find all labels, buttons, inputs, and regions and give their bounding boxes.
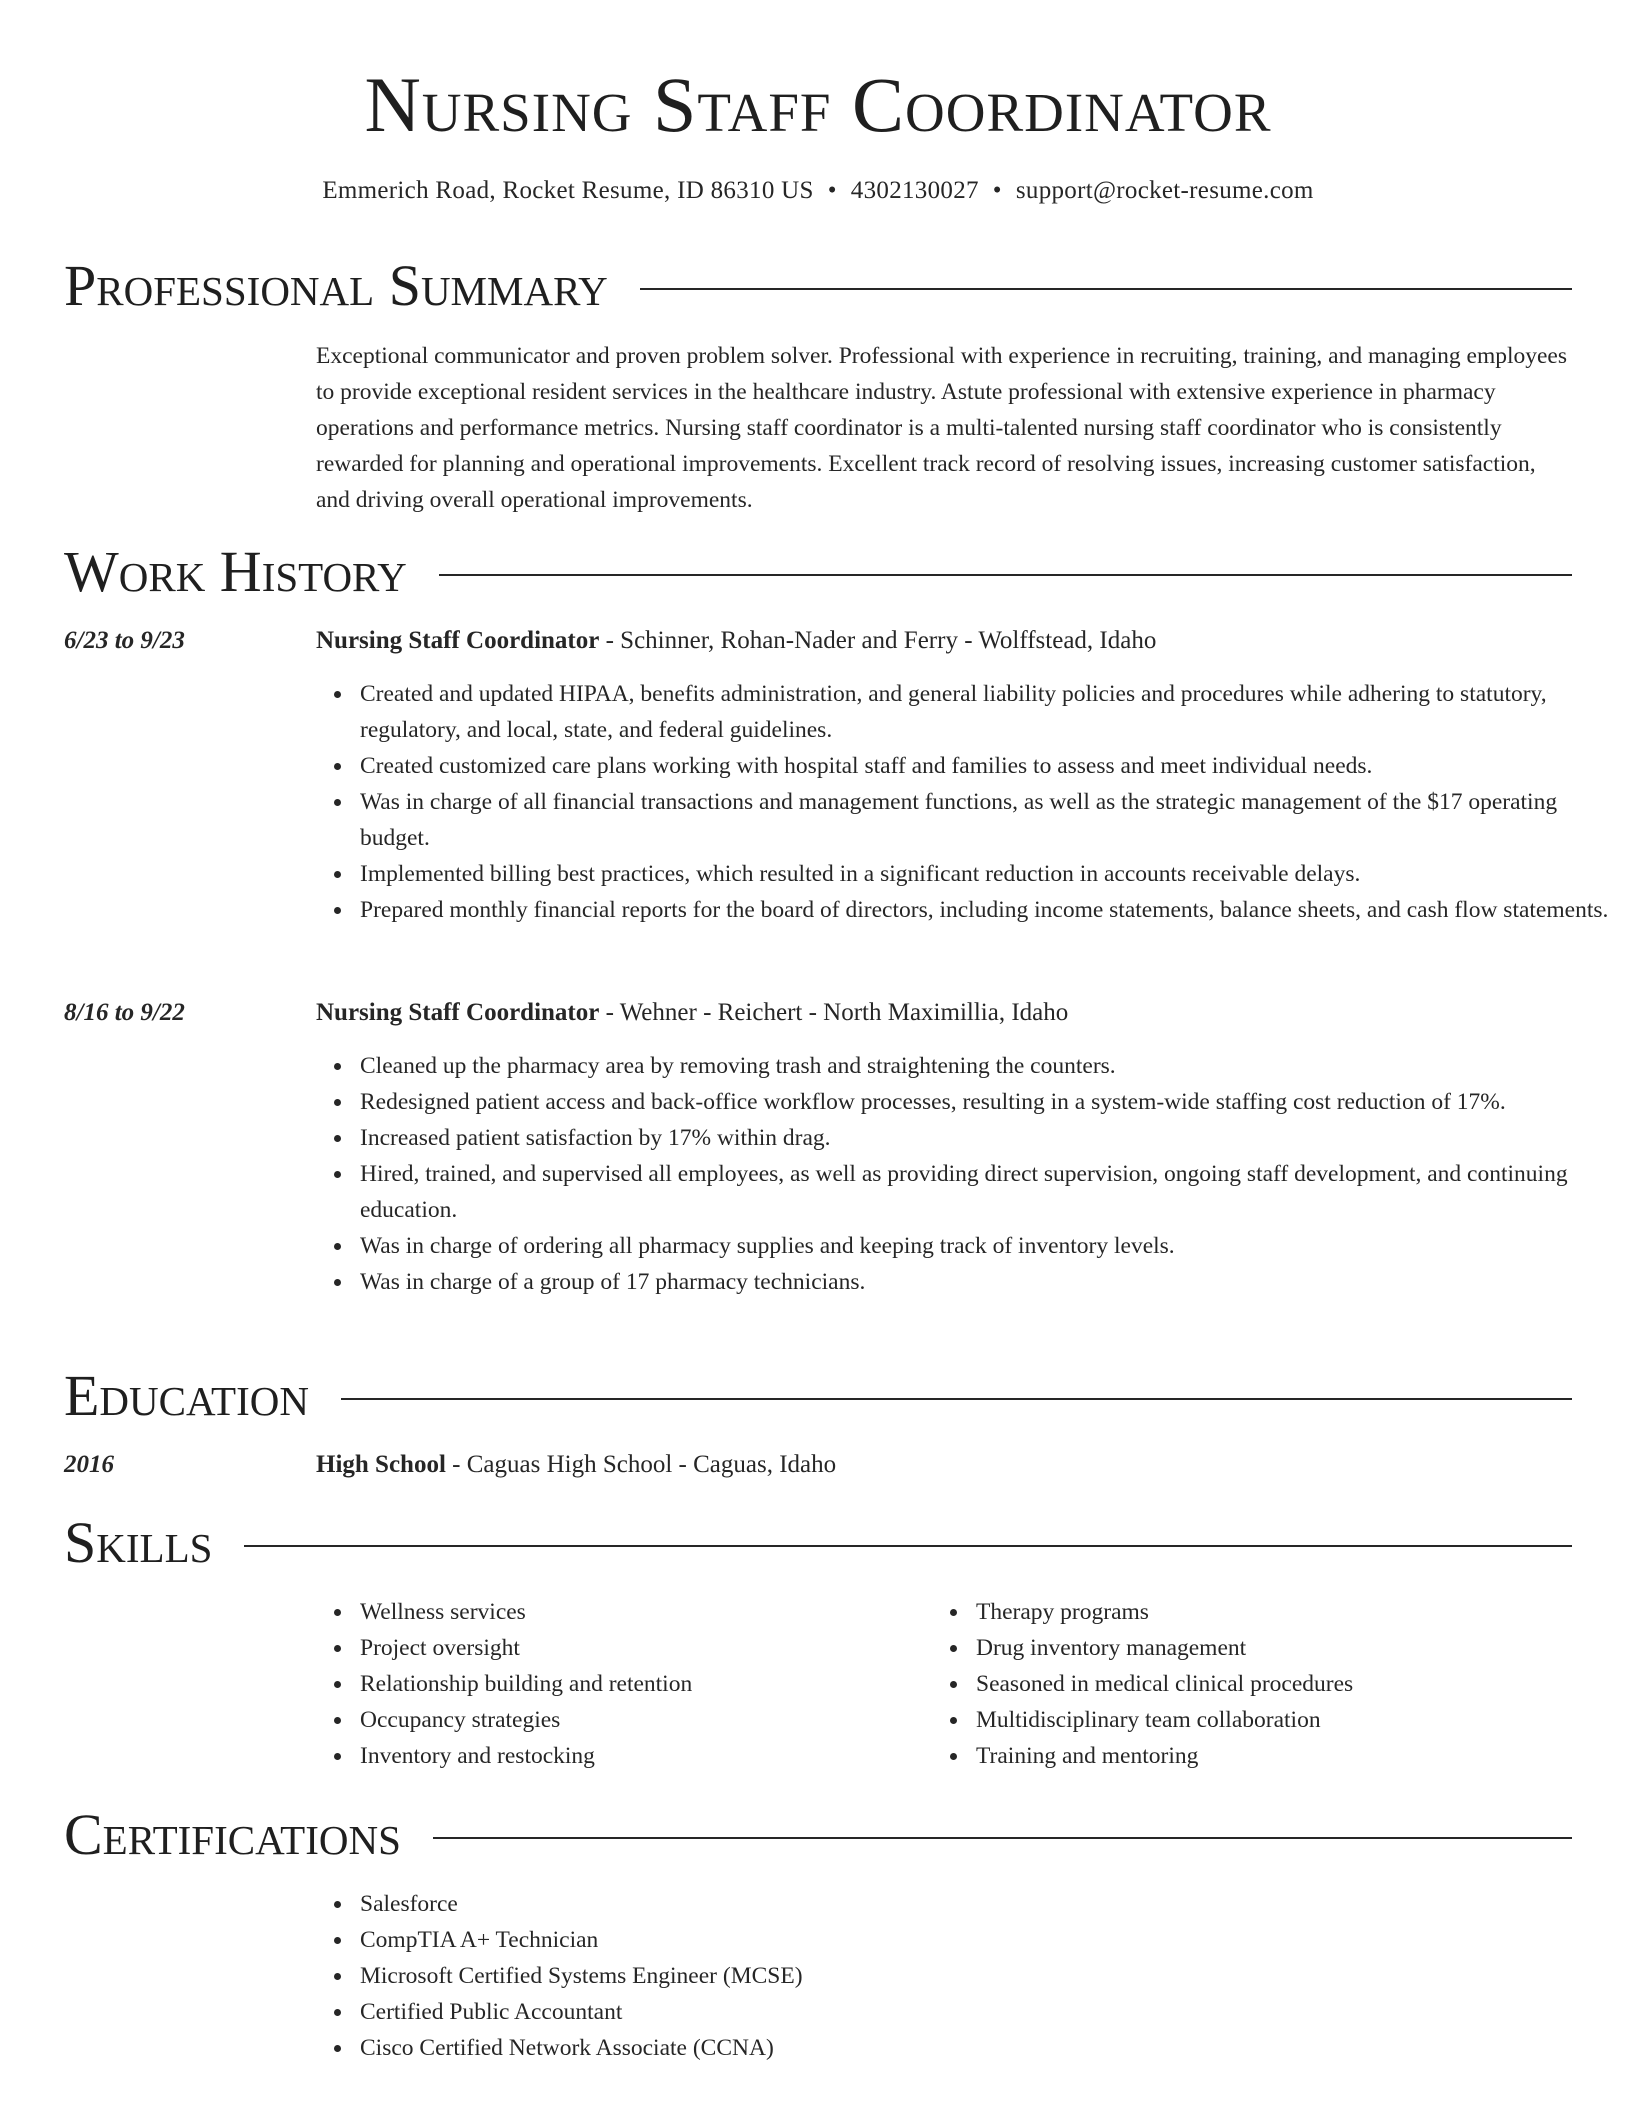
list-item: Was in charge of all financial transactions and management functions, as well as the strategic management of the $17 operating budget. — [360, 784, 1616, 856]
job-dates: 6/23 to 9/23 — [64, 627, 185, 654]
list-item: Redesigned patient access and back-office workflow processes, resulting in a system-wide staffing cost reduction of 17%. — [360, 1084, 1616, 1120]
education-details: - Caguas High School - Caguas, Idaho — [445, 1451, 837, 1478]
summary-text: Exceptional communicator and proven problem solver. Professional with experience in recruiting, training, and managing employees to provide exceptional resident services in the healthcare industry. Astute professional with extensive experience in pharmacy operations and performance metrics. Nursing staff coordinator is a multi-talented nursing staff coordinator who is consistently rewarded for planning and operational improvements. Excellent track record of resolving issues, increasing customer satisfaction, and driving overall operational improvements. — [316, 343, 1568, 513]
certification-item: Salesforce — [360, 1886, 1616, 1922]
job-role: Nursing Staff Coordinator — [316, 999, 600, 1026]
education-degree: High School — [316, 1451, 446, 1478]
job-bullets — [316, 676, 1616, 928]
contact-email: support@rocket-resume.com — [1015, 177, 1314, 204]
skill-item: Seasoned in medical clinical procedures — [976, 1666, 1616, 1702]
job-details: - Wehner - Reichert - North Maximillia, Idaho — [599, 999, 1069, 1026]
section-divider — [433, 1837, 1572, 1839]
section-divider — [244, 1545, 1572, 1547]
section-divider — [439, 574, 1572, 576]
skill-item: Inventory and restocking — [360, 1738, 972, 1774]
contact-line — [64, 174, 1572, 208]
contact-separator: • — [992, 177, 1002, 204]
education-line — [316, 1448, 836, 1482]
contact-separator: • — [827, 177, 837, 204]
list-item: Was in charge of ordering all pharmacy supplies and keeping track of inventory levels. — [360, 1228, 1616, 1264]
job-bullets — [316, 1048, 1616, 1300]
skills-list-left — [316, 1594, 972, 1774]
list-item: Created customized care plans working with hospital staff and families to assess and meet individual needs. — [360, 748, 1616, 784]
skill-item: Training and mentoring — [976, 1738, 1616, 1774]
job-details: - Schinner, Rohan-Nader and Ferry - Wolffstead, Idaho — [599, 627, 1157, 654]
section-title: Work History — [64, 539, 407, 604]
section-divider — [341, 1398, 1572, 1400]
list-item: Prepared monthly financial reports for the board of directors, including income statements, balance sheets, and cash flow statements. — [360, 892, 1616, 928]
skill-item: Occupancy strategies — [360, 1702, 972, 1738]
job-title-line — [316, 624, 1156, 658]
certification-item: Microsoft Certified Systems Engineer (MCSE) — [360, 1958, 1616, 1994]
section-certifications-heading — [64, 1803, 1572, 1867]
skill-item: Drug inventory management — [976, 1630, 1616, 1666]
certification-item: Cisco Certified Network Associate (CCNA) — [360, 2030, 1616, 2066]
section-title: Education — [64, 1363, 309, 1428]
skill-item: Relationship building and retention — [360, 1666, 972, 1702]
job-dates: 8/16 to 9/22 — [64, 999, 185, 1026]
section-title: Professional Summary — [64, 253, 608, 318]
list-item: Hired, trained, and supervised all employees, as well as providing direct supervision, ongoing staff development, and continuing education. — [360, 1156, 1616, 1228]
section-summary-heading — [64, 254, 1572, 318]
job-title-line — [316, 996, 1068, 1030]
education-year: 2016 — [64, 1451, 114, 1478]
list-item: Was in charge of a group of 17 pharmacy technicians. — [360, 1264, 1616, 1300]
list-item: Created and updated HIPAA, benefits administration, and general liability policies and procedures while adhering to statutory, regulatory, and local, state, and federal guidelines. — [360, 676, 1616, 748]
resume-name-title: Nursing Staff Coordinator — [364, 61, 1272, 148]
list-item: Implemented billing best practices, which resulted in a significant reduction in accounts receivable delays. — [360, 856, 1616, 892]
skill-item: Project oversight — [360, 1630, 972, 1666]
list-item: Cleaned up the pharmacy area by removing trash and straightening the counters. — [360, 1048, 1616, 1084]
section-skills-heading — [64, 1511, 1572, 1575]
skill-item: Wellness services — [360, 1594, 972, 1630]
certifications-list — [316, 1886, 1616, 2066]
skill-item: Therapy programs — [976, 1594, 1616, 1630]
section-title: Certifications — [64, 1802, 401, 1867]
certification-item: CompTIA A+ Technician — [360, 1922, 1616, 1958]
skill-item: Multidisciplinary team collaboration — [976, 1702, 1616, 1738]
contact-phone: 4302130027 — [850, 177, 979, 204]
section-title: Skills — [64, 1510, 213, 1575]
skills-list-right — [932, 1594, 1616, 1774]
list-item: Increased patient satisfaction by 17% within drag. — [360, 1120, 1616, 1156]
section-work-heading — [64, 540, 1572, 604]
certification-item: Certified Public Accountant — [360, 1994, 1616, 2030]
section-divider — [640, 288, 1572, 290]
job-role: Nursing Staff Coordinator — [316, 627, 600, 654]
contact-address: Emmerich Road, Rocket Resume, ID 86310 US — [322, 177, 814, 204]
section-education-heading — [64, 1364, 1572, 1428]
